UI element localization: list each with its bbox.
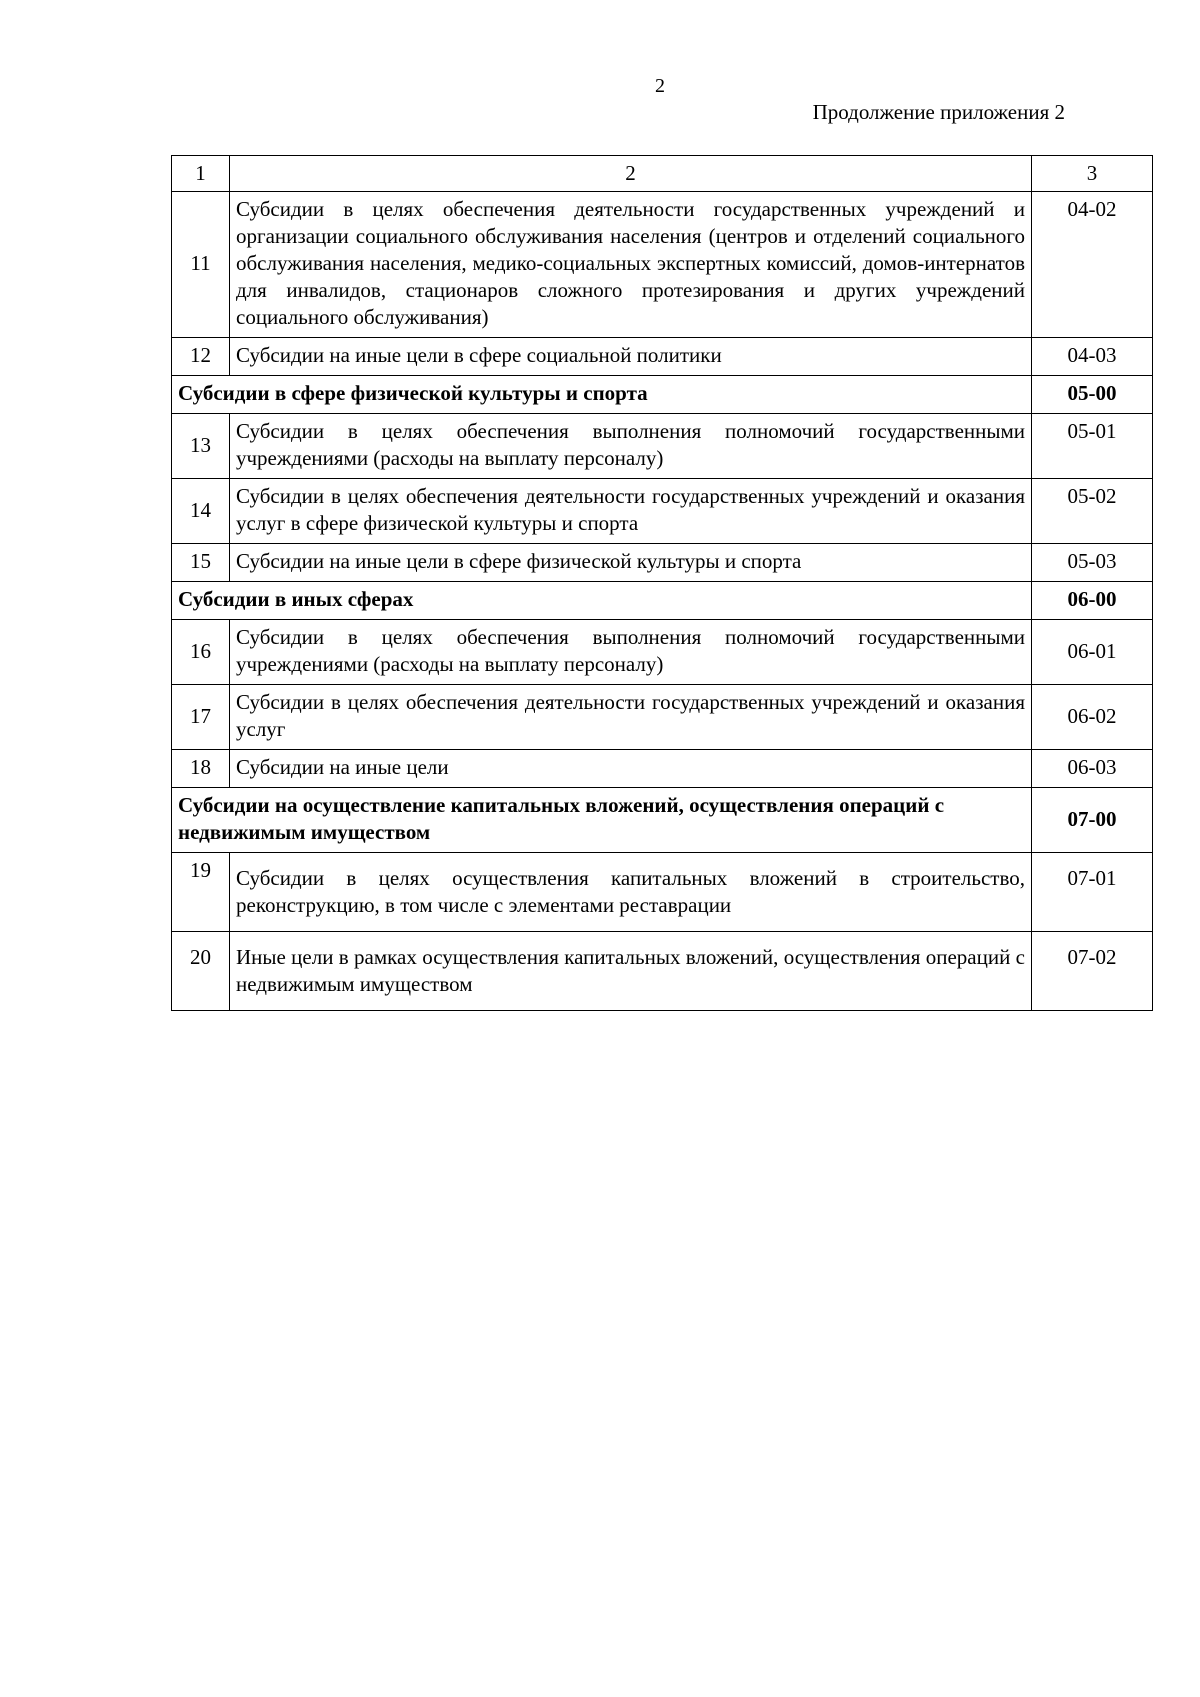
row-number: 17 bbox=[172, 685, 230, 750]
row-description: Субсидии в целях обеспечения деятельности государственных учреждений и организации социального обслуживания населения (центров и отделений социального обслуживания населения, медико-социальных экспертных комиссий, домов-интернатов для инвалидов, стационаров сложного протезирования и других учреждений социального обслуживания) bbox=[230, 192, 1032, 338]
continuation-label: Продолжение приложения 2 bbox=[812, 100, 1065, 124]
page-number: 2 bbox=[655, 75, 665, 97]
row-description: Субсидии на иные цели в сфере физической культуры и спорта bbox=[230, 544, 1032, 582]
row-description: Субсидии в целях обеспечения деятельности государственных учреждений и оказания услуг в сфере физической культуры и спорта bbox=[230, 479, 1032, 544]
row-description: Субсидии в целях обеспечения выполнения полномочий государственными учреждениями (расходы на выплату персоналу) bbox=[230, 414, 1032, 479]
row-number: 20 bbox=[172, 932, 230, 1011]
row-number: 12 bbox=[172, 338, 230, 376]
section-title: Субсидии в сфере физической культуры и спорта bbox=[172, 376, 1032, 414]
table-row bbox=[172, 932, 1153, 1011]
table-row bbox=[172, 620, 1153, 685]
section-row bbox=[172, 582, 1153, 620]
section-row bbox=[172, 788, 1153, 853]
row-number: 18 bbox=[172, 750, 230, 788]
table-row bbox=[172, 338, 1153, 376]
row-number: 14 bbox=[172, 479, 230, 544]
row-code: 04-03 bbox=[1032, 338, 1153, 376]
row-description: Субсидии на иные цели bbox=[230, 750, 1032, 788]
row-description: Субсидии в целях обеспечения выполнения полномочий государственными учреждениями (расходы на выплату персоналу) bbox=[230, 620, 1032, 685]
row-code: 05-02 bbox=[1032, 479, 1153, 544]
row-number: 19 bbox=[172, 853, 230, 932]
column-header-3: 3 bbox=[1032, 156, 1153, 192]
section-title: Субсидии на осуществление капитальных вложений, осуществления операций с недвижимым имуществом bbox=[172, 788, 1032, 853]
table-header-row bbox=[172, 156, 1153, 192]
row-code: 05-03 bbox=[1032, 544, 1153, 582]
row-number: 16 bbox=[172, 620, 230, 685]
table-row bbox=[172, 414, 1153, 479]
row-code: 07-01 bbox=[1032, 853, 1153, 932]
section-code: 06-00 bbox=[1032, 582, 1153, 620]
table-row bbox=[172, 544, 1153, 582]
row-description: Субсидии в целях осуществления капитальных вложений в строительство, реконструкцию, в том числе с элементами реставрации bbox=[230, 853, 1032, 932]
row-description: Субсидии в целях обеспечения деятельности государственных учреждений и оказания услуг bbox=[230, 685, 1032, 750]
section-code: 07-00 bbox=[1032, 788, 1153, 853]
section-code: 05-00 bbox=[1032, 376, 1153, 414]
row-code: 06-02 bbox=[1032, 685, 1153, 750]
row-number: 13 bbox=[172, 414, 230, 479]
row-code: 05-01 bbox=[1032, 414, 1153, 479]
row-description: Субсидии на иные цели в сфере социальной политики bbox=[230, 338, 1032, 376]
table-row bbox=[172, 479, 1153, 544]
row-code: 07-02 bbox=[1032, 932, 1153, 1011]
row-number: 15 bbox=[172, 544, 230, 582]
row-code: 06-01 bbox=[1032, 620, 1153, 685]
column-header-1: 1 bbox=[172, 156, 230, 192]
row-number: 11 bbox=[172, 192, 230, 338]
table-row bbox=[172, 685, 1153, 750]
row-code: 04-02 bbox=[1032, 192, 1153, 338]
row-code: 06-03 bbox=[1032, 750, 1153, 788]
section-row bbox=[172, 376, 1153, 414]
table-row bbox=[172, 853, 1153, 932]
subsidy-codes-table bbox=[171, 155, 1153, 1011]
row-description: Иные цели в рамках осуществления капитальных вложений, осуществления операций с недвижимым имуществом bbox=[230, 932, 1032, 1011]
section-title: Субсидии в иных сферах bbox=[172, 582, 1032, 620]
table-row bbox=[172, 750, 1153, 788]
table-row bbox=[172, 192, 1153, 338]
column-header-2: 2 bbox=[230, 156, 1032, 192]
